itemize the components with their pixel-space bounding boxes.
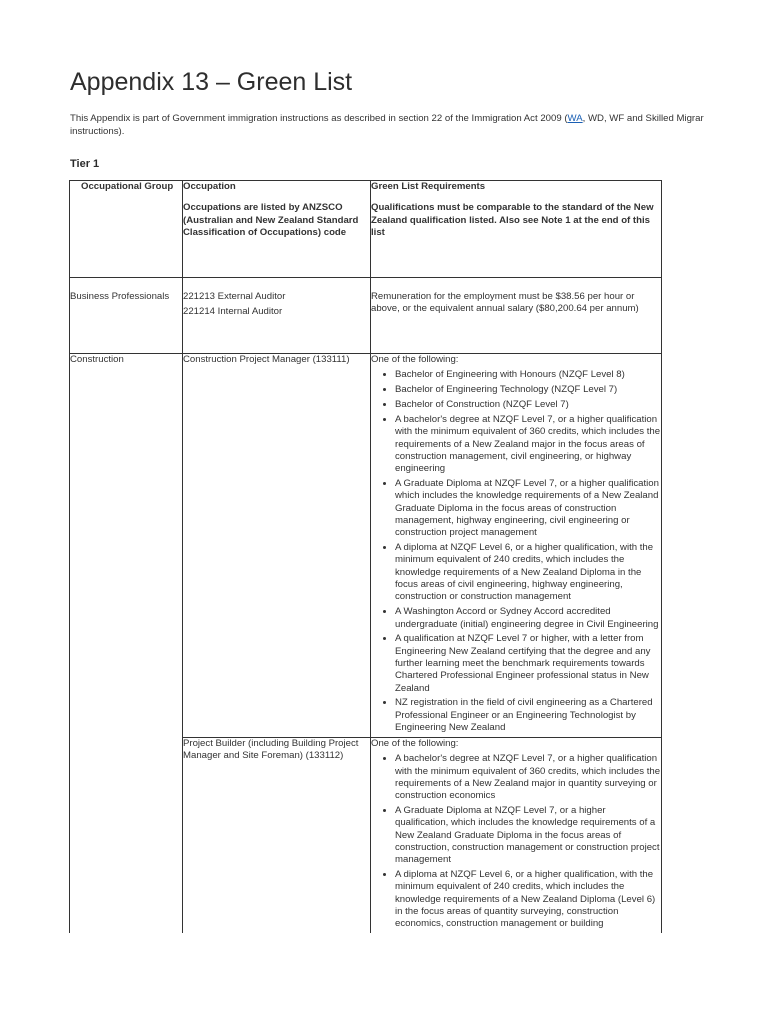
header-occupation-note: Occupations are listed by ANZSCO (Australian and New Zealand Standard Classification of Occupations) code xyxy=(183,202,359,238)
header-occupation-label: Occupation xyxy=(183,181,236,192)
table-row xyxy=(70,354,662,738)
table-row xyxy=(70,737,662,933)
intro-line-2: instructions). xyxy=(70,126,125,137)
cell-group xyxy=(70,354,183,738)
list-item: • A qualification at NZQF Level 7 or higher, with a letter from Engineering New Zealand certifying that the degree and any further learning meet the benchmark requirements towards Chartered Professional Engineer professional status in New Zealand xyxy=(395,633,661,694)
table-row xyxy=(70,278,662,354)
cell-occupation xyxy=(183,737,371,933)
intro-text-after-link: , WD, WF and Skilled Migrar xyxy=(582,113,704,124)
list-item: • Bachelor of Construction (NZQF Level 7) xyxy=(395,399,661,411)
header-group-label: Occupational Group xyxy=(81,181,174,192)
list-item: • Bachelor of Engineering Technology (NZQF Level 7) xyxy=(395,384,661,396)
cell-requirements xyxy=(371,737,662,933)
header-occupational-group xyxy=(70,181,183,278)
page-title: Appendix 13 – Green List xyxy=(70,68,353,96)
intro-text-before-link: This Appendix is part of Government immigration instructions as described in section 22 of the Immigration Act 2009 ( xyxy=(70,113,568,124)
list-item: • A bachelor's degree at NZQF Level 7, or a higher qualification with the minimum equivalent of 360 credits, which includes the requirements of a New Zealand major in the focus areas of construction management, civil engineering, or highway engineering xyxy=(395,414,661,475)
requirements-list xyxy=(371,753,661,930)
header-requirements-note: Qualifications must be comparable to the standard of the New Zealand qualification listed. Also see Note 1 at the end of this list xyxy=(371,202,654,238)
cell-occupation xyxy=(183,354,371,738)
cell-group xyxy=(70,737,183,933)
list-item: • A diploma at NZQF Level 6, or a higher qualification, with the minimum equivalent of 240 credits, which includes the knowledge requirements of a New Zealand Diploma (Level 6) in the focus areas of quantity surveying, construction economics, construction management or building xyxy=(395,869,661,930)
cell-occupation xyxy=(183,278,371,354)
table-header-row xyxy=(70,181,662,278)
list-item: • A bachelor's degree at NZQF Level 7, or a higher qualification with the minimum equivalent of 360 credits, which includes the requirements of a New Zealand major in quantity surveying or construction economics xyxy=(395,753,661,802)
green-list-table xyxy=(69,180,662,933)
header-requirements xyxy=(371,181,662,278)
occupation-project-builder: Project Builder (including Building Project Manager and Site Foreman) (133112) xyxy=(183,737,359,762)
cell-group xyxy=(70,278,183,354)
group-business-professionals: Business Professionals xyxy=(70,291,170,302)
occupation-external-auditor: 221213 External Auditor xyxy=(183,291,286,302)
tier-heading: Tier 1 xyxy=(70,158,100,170)
group-construction: Construction xyxy=(70,354,124,365)
occupation-internal-auditor: 221214 Internal Auditor xyxy=(183,306,283,318)
list-item: • NZ registration in the field of civil engineering as a Chartered Professional Engineer or an Engineering Technologist by Engineering New Zealand xyxy=(395,697,661,734)
list-item: • A Graduate Diploma at NZQF Level 7, or a higher qualification, which includes the knowledge requirements of a New Zealand Graduate Diploma in the focus areas of construction, construction management or construction project management xyxy=(395,805,661,866)
wa-link[interactable]: WA xyxy=(567,113,583,124)
cell-requirements xyxy=(371,354,662,738)
list-item: • A Washington Accord or Sydney Accord accredited undergraduate (initial) engineering degree in Civil Engineering xyxy=(395,606,661,631)
list-item: • Bachelor of Engineering with Honours (NZQF Level 8) xyxy=(395,369,661,381)
cell-requirements xyxy=(371,278,662,354)
list-item: • A Graduate Diploma at NZQF Level 7, or a higher qualification which includes the knowledge requirements of a New Zealand Graduate Diploma in the focus areas of construction management, highway engineering, civil engineering or construction project management xyxy=(395,478,661,539)
header-requirements-label: Green List Requirements xyxy=(371,181,486,192)
list-item: • A diploma at NZQF Level 6, or a higher qualification, with the minimum equivalent of 240 credits, which includes the knowledge requirements of a New Zealand Diploma in the focus areas of civil engineering, highway engineering, construction or construction management xyxy=(395,542,661,603)
requirements-lead: One of the following: xyxy=(371,737,459,749)
remuneration-requirement: Remuneration for the employment must be $38.56 per hour or above, or the equivalent annual salary ($80,200.64 per annum) xyxy=(371,291,639,315)
requirements-lead: One of the following: xyxy=(371,354,459,365)
requirements-list xyxy=(371,369,661,734)
occupation-construction-project-manager: Construction Project Manager (133111) xyxy=(183,354,350,365)
header-occupation xyxy=(183,181,371,278)
